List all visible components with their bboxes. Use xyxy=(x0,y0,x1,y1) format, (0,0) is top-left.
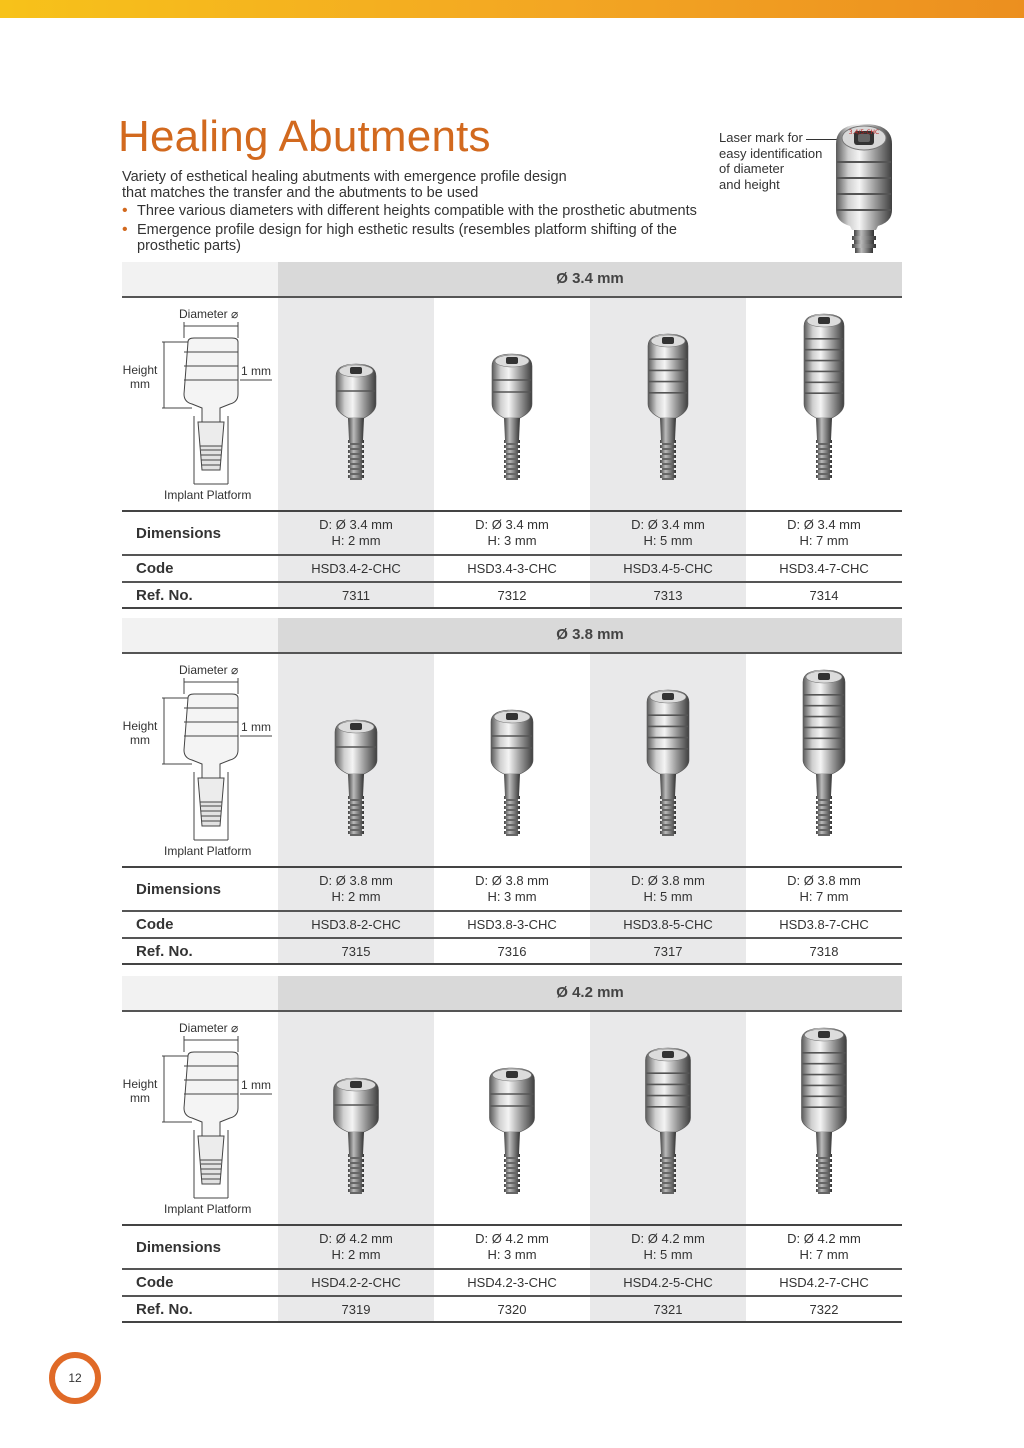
section-header-blank xyxy=(122,618,278,654)
ref-cell: 7320 xyxy=(497,1302,527,1317)
row-label-code: Code xyxy=(136,916,174,933)
table-rule xyxy=(122,581,902,583)
implant-platform-label: Implant Platform xyxy=(164,488,252,502)
section-diameter-3 xyxy=(122,976,902,1324)
row-label-code: Code xyxy=(136,560,174,577)
ref-cell: 7311 xyxy=(342,588,370,603)
height-label-line: Height xyxy=(122,1077,158,1091)
table-rule xyxy=(122,554,902,556)
section-header: Ø 4.2 mm xyxy=(278,976,902,1012)
diameter-label: Diameter ⌀ xyxy=(179,307,239,321)
healing-abutment-image xyxy=(633,1016,703,1216)
intro-line: Variety of esthetical healing abutments with emergence profile design xyxy=(122,169,567,185)
table-rule xyxy=(122,1295,902,1297)
feature-item: • Emergence profile design for high esthetic results (resembles platform shifting of the prosthetic parts) xyxy=(122,222,722,254)
height-value: H: 7 mm xyxy=(799,533,849,548)
ref-cell: 7313 xyxy=(653,588,683,603)
laser-caption-line: of diameter xyxy=(719,161,785,176)
diameter-label: Diameter ⌀ xyxy=(179,663,239,677)
height-value: H: 5 mm xyxy=(643,889,693,904)
height-label-line: Height xyxy=(122,363,158,377)
page-number: 12 xyxy=(49,1352,101,1404)
dimensions-cell xyxy=(434,1231,590,1263)
ref-cell: 7317 xyxy=(653,944,683,959)
ref-cell: 7314 xyxy=(809,588,839,603)
table-rule xyxy=(122,607,902,609)
healing-abutment-image xyxy=(789,302,859,502)
dimensions-cell xyxy=(746,873,902,905)
diameter-value: D: Ø 4.2 mm xyxy=(319,1231,393,1246)
diameter-value: D: Ø 3.8 mm xyxy=(475,873,549,888)
table-rule xyxy=(122,1321,902,1323)
height-value: H: 5 mm xyxy=(643,533,693,548)
dimensions-cell xyxy=(590,517,746,549)
height-label xyxy=(122,719,158,747)
feature-list xyxy=(122,203,722,257)
code-cell: HSD3.8-2-CHC xyxy=(311,917,401,932)
code-cell: HSD3.4-7-CHC xyxy=(779,561,869,576)
dimensions-cell xyxy=(746,517,902,549)
one-mm-label: 1 mm xyxy=(241,720,271,734)
row-label-ref: Ref. No. xyxy=(136,1301,193,1318)
intro-line: that matches the transfer and the abutments to be used xyxy=(122,185,479,201)
code-cell: HSD4.2-7-CHC xyxy=(779,1275,869,1290)
diameter-value: D: Ø 4.2 mm xyxy=(475,1231,549,1246)
laser-caption-line: Laser mark for xyxy=(719,130,803,145)
table-rule xyxy=(122,1268,902,1270)
top-accent-bar xyxy=(0,0,1024,18)
code-cell: HSD4.2-3-CHC xyxy=(467,1275,557,1290)
table-rule xyxy=(122,510,902,512)
dimensions-cell xyxy=(278,517,434,549)
healing-abutment-image xyxy=(321,658,391,858)
laser-caption-line: and height xyxy=(719,176,780,192)
code-cell: HSD3.4-5-CHC xyxy=(623,561,713,576)
diameter-value: D: Ø 3.8 mm xyxy=(319,873,393,888)
diameter-value: D: Ø 3.8 mm xyxy=(631,873,705,888)
table-rule xyxy=(122,937,902,939)
healing-abutment-image xyxy=(633,658,703,858)
dimensions-cell xyxy=(434,873,590,905)
laser-caption-line: easy identification xyxy=(719,145,823,161)
row-label-dimensions: Dimensions xyxy=(136,1239,222,1256)
section-diameter-2 xyxy=(122,618,902,966)
laser-mark-abutment-image xyxy=(822,118,906,258)
healing-abutment-image xyxy=(477,658,547,858)
dimension-diagram xyxy=(122,1012,278,1224)
ref-cell: 7312 xyxy=(497,588,527,603)
section-diameter-1 xyxy=(122,262,902,610)
height-label-line: mm xyxy=(130,733,150,747)
height-label-line: mm xyxy=(130,1091,150,1105)
healing-abutment-image xyxy=(477,302,547,502)
dimension-diagram xyxy=(122,298,278,510)
row-label-ref: Ref. No. xyxy=(136,587,193,604)
row-label-dimensions: Dimensions xyxy=(136,525,222,542)
height-label-line: mm xyxy=(130,377,150,391)
ref-cell: 7321 xyxy=(653,1302,683,1317)
height-value: H: 7 mm xyxy=(799,889,849,904)
ref-cell: 7319 xyxy=(341,1302,371,1317)
healing-abutment-image xyxy=(321,302,391,502)
healing-abutment-image xyxy=(789,1016,859,1216)
height-value: H: 3 mm xyxy=(487,1247,537,1262)
dimension-diagram xyxy=(122,654,278,866)
diameter-value: D: Ø 3.4 mm xyxy=(787,517,861,532)
row-label-code: Code xyxy=(136,1274,174,1291)
diameter-label: Diameter ⌀ xyxy=(179,1021,239,1035)
height-value: H: 3 mm xyxy=(487,533,537,548)
height-value: H: 7 mm xyxy=(799,1247,849,1262)
code-cell: HSD3.4-3-CHC xyxy=(467,561,557,576)
height-value: H: 3 mm xyxy=(487,889,537,904)
height-value: H: 2 mm xyxy=(331,889,381,904)
row-label-dimensions: Dimensions xyxy=(136,881,222,898)
ref-cell: 7322 xyxy=(809,1302,839,1317)
diameter-value: D: Ø 3.4 mm xyxy=(319,517,393,532)
table-rule xyxy=(122,1224,902,1226)
dimensions-cell xyxy=(434,517,590,549)
healing-abutment-image xyxy=(789,658,859,858)
dimensions-cell xyxy=(746,1231,902,1263)
ref-cell: 7315 xyxy=(341,944,371,959)
healing-abutment-image xyxy=(321,1016,391,1216)
code-cell: HSD4.2-5-CHC xyxy=(623,1275,713,1290)
diameter-value: D: Ø 4.2 mm xyxy=(631,1231,705,1246)
page-title: Healing Abutments xyxy=(118,112,491,161)
diameter-value: D: Ø 3.4 mm xyxy=(475,517,549,532)
code-cell: HSD3.4-2-CHC xyxy=(311,561,401,576)
row-label-ref: Ref. No. xyxy=(136,943,193,960)
section-header: Ø 3.8 mm xyxy=(278,618,902,654)
intro-text xyxy=(122,169,722,201)
laser-engraving-text: 3.4/5-CHC xyxy=(848,129,880,136)
table-rule xyxy=(122,866,902,868)
ref-cell: 7318 xyxy=(809,944,839,959)
dimensions-cell xyxy=(590,1231,746,1263)
height-value: H: 2 mm xyxy=(331,533,381,548)
healing-abutment-image xyxy=(633,302,703,502)
implant-platform-label: Implant Platform xyxy=(164,844,252,858)
height-label xyxy=(122,363,158,391)
height-value: H: 2 mm xyxy=(331,1247,381,1262)
code-cell: HSD3.8-5-CHC xyxy=(623,917,713,932)
one-mm-label: 1 mm xyxy=(241,364,271,378)
diameter-value: D: Ø 4.2 mm xyxy=(787,1231,861,1246)
diameter-value: D: Ø 3.8 mm xyxy=(787,873,861,888)
one-mm-label: 1 mm xyxy=(241,1078,271,1092)
height-label xyxy=(122,1077,158,1105)
dimensions-cell xyxy=(278,1231,434,1263)
dimensions-cell xyxy=(278,873,434,905)
section-header: Ø 3.4 mm xyxy=(278,262,902,298)
code-cell: HSD3.8-7-CHC xyxy=(779,917,869,932)
code-cell: HSD4.2-2-CHC xyxy=(311,1275,401,1290)
healing-abutment-image xyxy=(477,1016,547,1216)
ref-cell: 7316 xyxy=(497,944,527,959)
section-header-blank xyxy=(122,262,278,298)
code-cell: HSD3.8-3-CHC xyxy=(467,917,557,932)
table-rule xyxy=(122,910,902,912)
diameter-value: D: Ø 3.4 mm xyxy=(631,517,705,532)
feature-item: • Three various diameters with different heights compatible with the prosthetic abutments xyxy=(122,203,722,219)
table-rule xyxy=(122,963,902,965)
dimensions-cell xyxy=(590,873,746,905)
implant-platform-label: Implant Platform xyxy=(164,1202,252,1216)
height-value: H: 5 mm xyxy=(643,1247,693,1262)
section-header-blank xyxy=(122,976,278,1012)
height-label-line: Height xyxy=(122,719,158,733)
